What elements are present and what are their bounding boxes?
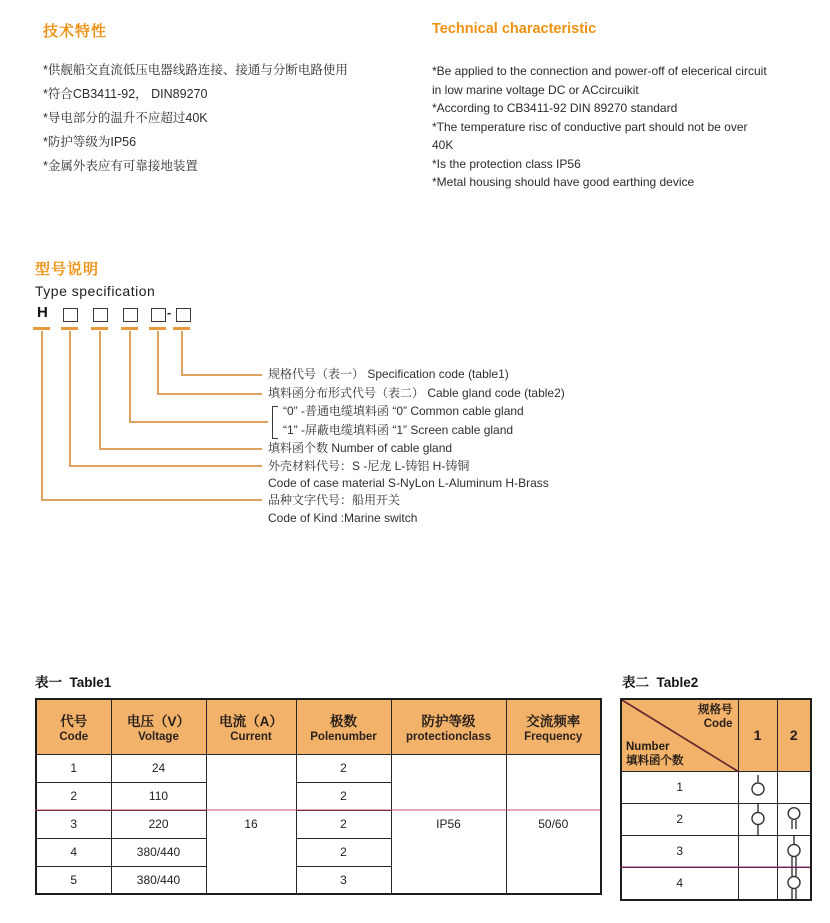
table1-header-row [36,699,601,754]
tech-line-en: *The temperature risc of conductive part should not be over [432,119,748,134]
header-zh: 电流（A） [219,713,283,729]
code-tick [61,327,78,330]
table1-header-current [206,699,296,754]
cell-voltage: 24 [111,754,206,782]
spec-label-1: 规格代号（表一） Specification code (table1) [268,367,509,381]
header-en: Polenumber [310,730,377,743]
table2-row [621,835,811,867]
corner-top-en: Code [703,718,733,730]
header-zh: 电压（V） [126,713,190,729]
cell-protection-merged: IP56 [391,754,506,894]
empty-cell [738,835,777,867]
cell-voltage: 110 [111,782,206,810]
code-box-3 [123,308,138,322]
cell-code: 5 [36,866,111,894]
header-en: protectionclass [406,730,491,743]
table1-header-protection [391,699,506,754]
cell-code: 1 [36,754,111,782]
cell-number: 1 [621,771,738,803]
connector-line [181,331,183,376]
scan-artifact-line [35,809,600,811]
header-en: Current [230,730,272,743]
corner-bottom-zh: 填料函个数 [626,754,684,767]
tech-line-en: 40K [432,138,454,152]
type-spec-title-zh: 型号说明 [35,261,100,278]
table1-header-frequency [506,699,601,754]
cell-voltage: 380/440 [111,866,206,894]
cell-poles: 2 [296,754,391,782]
header-en: Voltage [138,730,179,743]
cell-poles: 2 [296,782,391,810]
table2-corner-cell [621,699,738,771]
table1-header-voltage [111,699,206,754]
gland-double-stem-top-circle-double-stem-bottom-icon [777,867,811,900]
table1-title [35,671,111,691]
header-zh: 代号 [60,713,88,729]
type-spec-title-en: Type specification [35,283,156,299]
header-zh: 交流频率 [526,713,581,729]
connector-line [157,331,159,395]
tech-list-en [432,62,767,192]
code-box-4 [151,308,166,322]
cell-poles: 2 [296,810,391,838]
table2-header-row [621,699,811,771]
connector-line [41,331,43,501]
tech-item-zh: *金属外表应有可靠接地装置 [43,159,198,173]
table2-header-col1: 1 [738,699,777,771]
empty-cell [738,867,777,900]
connector-line [41,499,262,501]
tech-line-en: *Be applied to the connection and power-off of elecerical circuit [432,64,767,78]
spec-label-3a: “0” -普通电缆填料函 “0” Common cable gland [283,404,524,418]
header-zh: 防护等级 [421,713,476,729]
connector-line [99,331,101,450]
cell-poles: 3 [296,866,391,894]
gland-stem-top-circle-icon [738,771,777,803]
code-tick [173,327,190,330]
header-en: Frequency [524,730,583,743]
connector-line [157,393,262,395]
code-box-1 [63,308,78,322]
tech-item-zh: *导电部分的温升不应超过40K [43,111,208,125]
connector-line [181,374,262,376]
table2-title-en: Table2 [656,675,699,690]
code-tick [91,327,108,330]
spec-label-3b: “1” -屏蔽电缆填料函 “1” Screen cable gland [283,423,514,437]
tech-item-zh: *防护等级为IP56 [43,135,137,149]
tech-line-en: *Is the protection class IP56 [432,156,581,171]
option-bracket [272,406,278,439]
cell-number: 2 [621,803,738,835]
tech-title-zh: 技术特性 [43,23,108,40]
corner-top-label [698,703,733,731]
code-tick [149,327,166,330]
table2 [620,698,812,901]
code-tick [33,327,50,330]
code-box-5 [176,308,191,322]
spec-label-2: 填料函分布形式代号（表二） Cable gland code (table2) [268,386,565,400]
table2-title-zh: 表二 [622,675,649,690]
cell-poles: 2 [296,838,391,866]
empty-cell [777,771,811,803]
code-dash: - [167,305,172,320]
connector-line [69,331,71,467]
cell-voltage: 380/440 [111,838,206,866]
tech-item-zh: *供舰船交直流低压电器线路连接、接通与分断电路使用 [43,63,348,77]
spec-label-5b: Code of case material S-NyLon L-Aluminum H-Brass [268,476,549,490]
cell-number: 3 [621,835,738,867]
table1-row [36,754,601,782]
connector-line [99,448,262,450]
tech-title-en: Technical characteristic [432,21,597,37]
connector-line [129,421,268,423]
spec-label-4: 填料函个数 Number of cable gland [268,441,453,455]
table2-row [621,771,811,803]
cell-code: 4 [36,838,111,866]
scan-artifact-line [620,866,810,868]
table2-row [621,867,811,900]
cell-number: 4 [621,867,738,900]
header-zh: 极数 [330,713,357,729]
table2-title [622,671,698,691]
cell-code: 3 [36,810,111,838]
tech-list-zh [43,58,348,178]
spec-label-6b: Code of Kind :Marine switch [268,511,418,525]
spec-label-5a: 外壳材料代号：S -尼龙 L-铸铝 H-铸铜 [268,459,470,473]
cell-current-merged: 16 [206,754,296,894]
table2-row [621,803,811,835]
code-tick [121,327,138,330]
table2-header-col2: 2 [777,699,811,771]
cell-voltage: 220 [111,810,206,838]
code-prefix: H [37,304,48,321]
gland-stem-top-circle-double-stem-bottom-icon [777,835,811,867]
table1-title-zh: 表一 [35,675,62,690]
spec-label-6a: 品种文字代号：船用开关 [268,493,401,507]
code-box-2 [93,308,108,322]
tech-line-en: *Metal housing should have good earthing device [432,175,695,189]
gland-stem-both-circle-icon [738,803,777,835]
table1-title-en: Table1 [69,675,112,690]
table1-header-code [36,699,111,754]
corner-top-zh: 规格号 [698,704,733,716]
corner-bottom-en: Number [626,740,670,753]
cell-frequency-merged: 50/60 [506,754,601,894]
gland-circle-double-stem-bottom-icon [777,803,811,835]
tech-line-en: in low marine voltage DC or ACcircuikit [432,82,639,97]
connector-line [129,331,131,423]
corner-bottom-label [626,740,684,768]
cell-code: 2 [36,782,111,810]
tech-item-zh: *符合CB3411-92， DIN89270 [43,87,208,101]
table1 [35,698,602,895]
table1-header-polenumber [296,699,391,754]
tech-line-en: *According to CB3411-92 DIN 89270 standard [432,101,678,115]
header-en: Code [59,730,89,743]
connector-line [69,465,262,467]
